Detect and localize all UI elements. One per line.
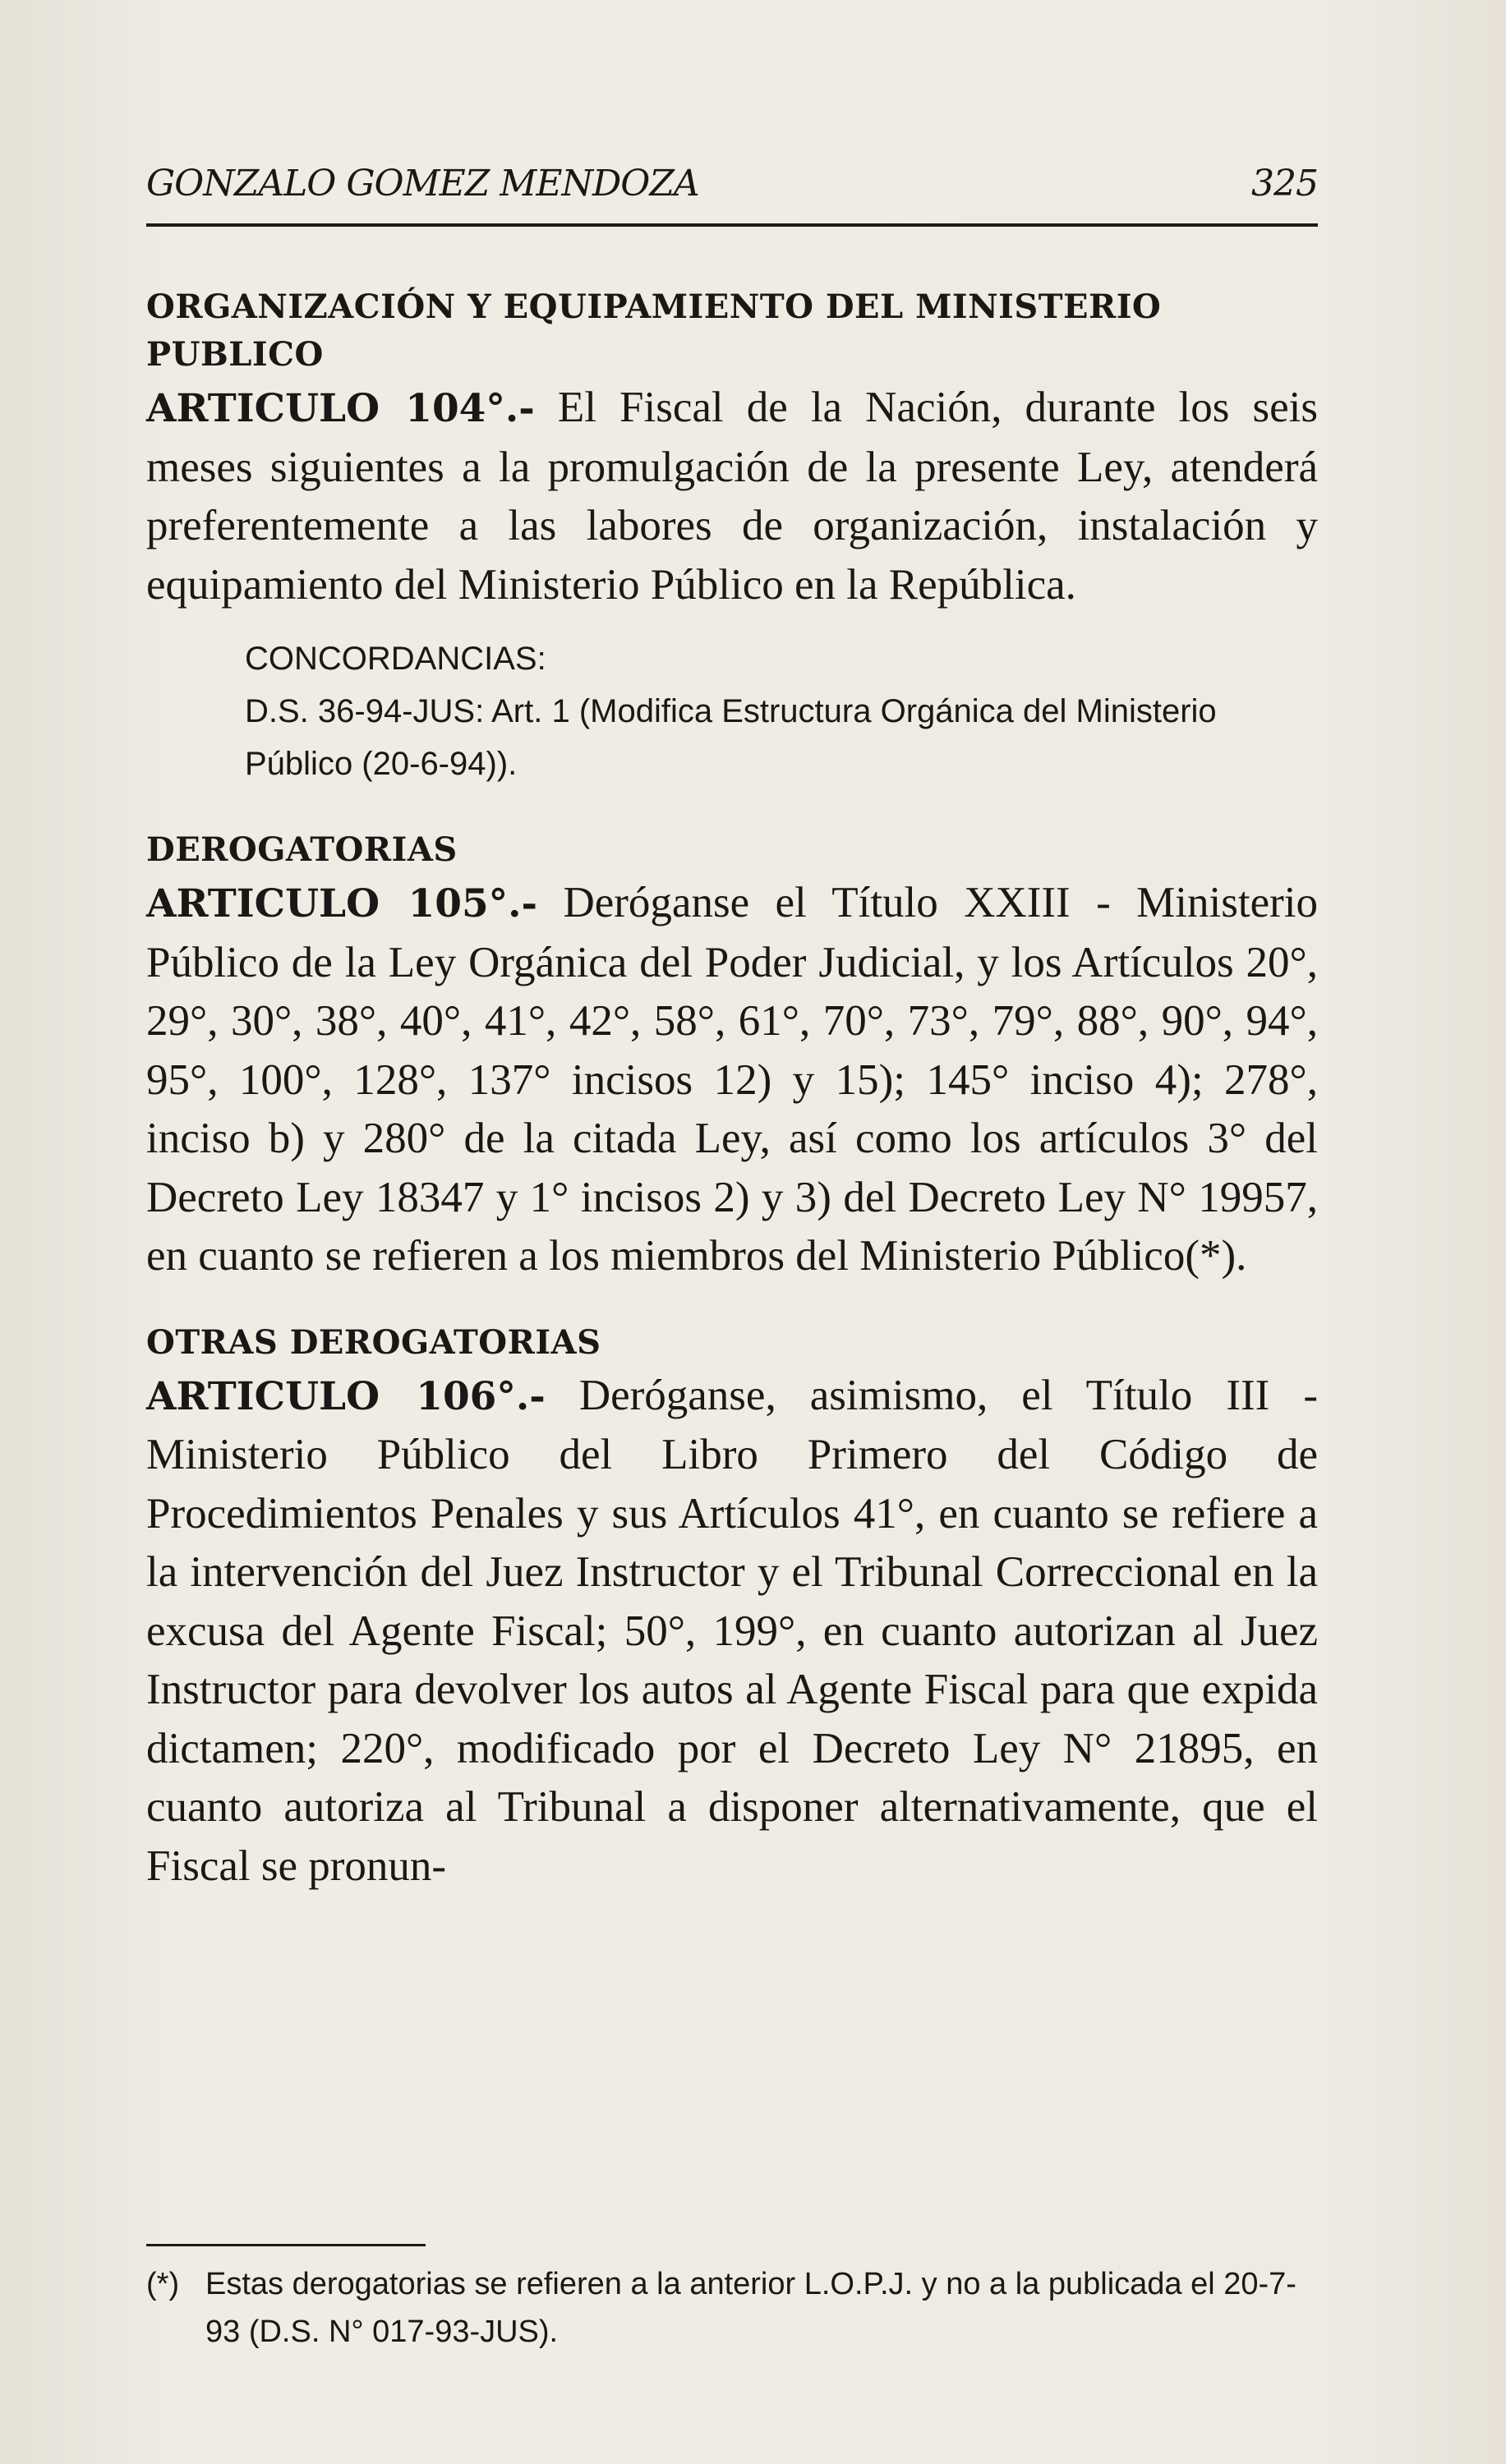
footnote-text: Estas derogatorias se refieren a la anterior L.O.P.J. y no a la publicada el 20-7-93 (D.S. N° 017-93-JUS). bbox=[205, 2267, 1296, 2349]
article-title: ARTICULO 106°.- bbox=[146, 1373, 546, 1419]
footnote-mark: (*) bbox=[146, 2267, 180, 2301]
section-heading: DEROGATORIAS bbox=[146, 830, 458, 869]
article-title: ARTICULO 105°.- bbox=[146, 881, 538, 926]
article-title: ARTICULO 104°.- bbox=[146, 386, 535, 431]
footnote-rule bbox=[146, 2244, 426, 2246]
section-derogatorias bbox=[146, 826, 1318, 1286]
running-header bbox=[146, 163, 1318, 205]
concordancias-block bbox=[245, 632, 1318, 790]
article-text: Deróganse, asimismo, el Título III - Ministerio Público del Libro Primero del Código de Procedimientos Penales y sus Artículos 41°, en cuanto se refiere a la intervención del Juez Instructor y el Tribunal Correccional en la excusa del Agente Fiscal; 50°, 199°, en cuanto autorizan al Juez Instructor para devolver los autos al Agente Fiscal para que expida dictamen; 220°, modificado por el Decreto Ley N° 21895, en cuanto autoriza al Tribunal a disponer alternativamente, que el Fiscal se pronun- bbox=[146, 1371, 1318, 1890]
article-106 bbox=[146, 1367, 1318, 1896]
page-body bbox=[146, 283, 1318, 1896]
article-105 bbox=[146, 874, 1318, 1286]
spacer bbox=[146, 1286, 1318, 1319]
header-author: GONZALO GOMEZ MENDOZA bbox=[146, 163, 699, 205]
section-organizacion bbox=[146, 283, 1318, 790]
article-104 bbox=[146, 379, 1318, 614]
header-rule bbox=[146, 223, 1318, 227]
spacer bbox=[146, 790, 1318, 826]
concordancias-label: CONCORDANCIAS: bbox=[245, 641, 546, 677]
section-heading: ORGANIZACIÓN Y EQUIPAMIENTO DEL MINISTERIO PUBLICO bbox=[146, 287, 1162, 374]
page-number: 325 bbox=[1251, 163, 1318, 205]
section-heading: OTRAS DEROGATORIAS bbox=[146, 1322, 601, 1362]
article-text: Deróganse el Título XXIII - Ministerio Público de la Ley Orgánica del Poder Judicial, y los Artículos 20°, 29°, 30°, 38°, 40°, 41°, 42°, 58°, 61°, 70°, 73°, 79°, 88°, 90°, 94°, 95°, 100°, 128°, 137° incisos 12) y 15); 145° inciso 4); 278°, inciso b) y 280° de la citada Ley, así como los artículos 3° del Decreto Ley 18347 y 1° incisos 2) y 3) del Decreto Ley N° 19957, en cuanto se refieren a los miembros del Ministerio Público(*). bbox=[146, 879, 1319, 1280]
footnote bbox=[146, 2260, 1318, 2356]
article-text: El Fiscal de la Nación, durante los seis meses siguientes a la promulgación de la presente Ley, atenderá preferentemente a las labores de organización, instalación y equipamiento del Ministerio Público en la República. bbox=[146, 384, 1319, 609]
section-otras-derogatorias bbox=[146, 1319, 1318, 1896]
concordancias-text: D.S. 36-94-JUS: Art. 1 (Modifica Estructura Orgánica del Ministerio Público (20-6-94)). bbox=[245, 693, 1217, 782]
